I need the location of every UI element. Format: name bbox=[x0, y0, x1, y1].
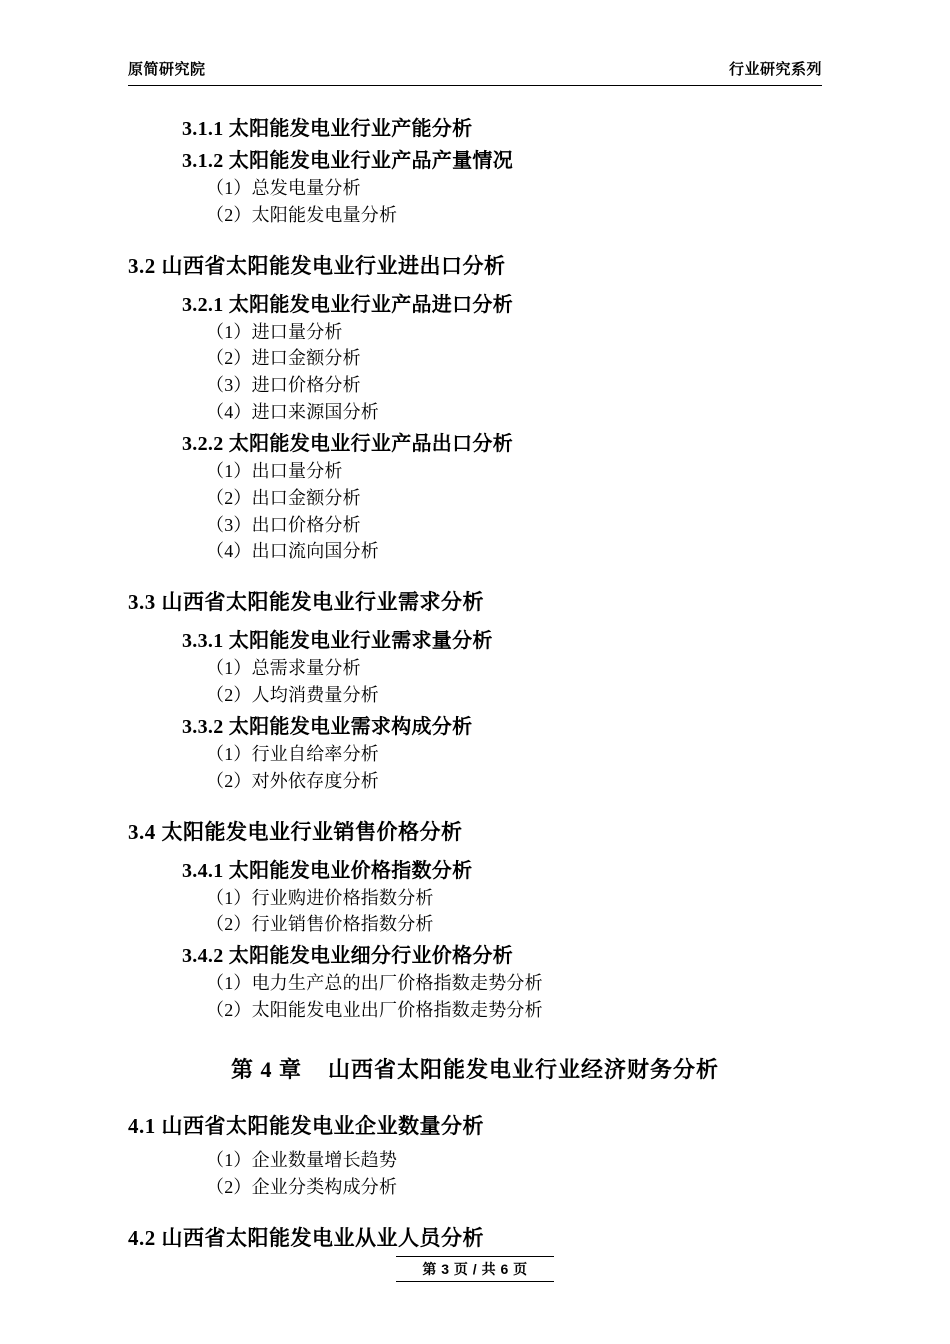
chapter-heading bbox=[128, 1053, 822, 1084]
toc-entry-level4[interactable]: （1）总发电量分析 bbox=[206, 178, 361, 198]
toc-entry-level3[interactable]: 3.2.1 太阳能发电业行业产品进口分析 bbox=[182, 293, 513, 316]
toc-entry-level4[interactable]: （3）进口价格分析 bbox=[206, 375, 361, 396]
toc-entry-level3[interactable]: 3.3.1 太阳能发电业行业需求量分析 bbox=[182, 630, 493, 653]
toc-entry-level3[interactable]: 3.2.2 太阳能发电业行业产品出口分析 bbox=[182, 432, 513, 455]
toc-entry-level4[interactable]: （2）行业销售价格指数分析 bbox=[206, 914, 434, 935]
page-header bbox=[128, 58, 822, 86]
toc-entry-level4[interactable]: （1）行业自给率分析 bbox=[206, 743, 379, 764]
toc-entry-level4[interactable]: （2）太阳能发电量分析 bbox=[206, 204, 398, 225]
toc-entry-level3[interactable]: 3.4.2 太阳能发电业细分行业价格分析 bbox=[182, 945, 513, 968]
toc-entry-level4[interactable]: （1）出口量分析 bbox=[206, 460, 343, 481]
toc-entry-level4[interactable]: （1）行业购进价格指数分析 bbox=[206, 887, 434, 908]
toc-entry-level2[interactable]: 4.1 山西省太阳能发电业企业数量分析 bbox=[128, 1113, 484, 1138]
header-left-text: 原简研究院 bbox=[128, 62, 206, 78]
toc-entry-level4[interactable]: （2）出口金额分析 bbox=[206, 487, 361, 508]
page-content bbox=[128, 58, 822, 1260]
page-footer bbox=[0, 1256, 950, 1282]
chapter-title-text: 山西省太阳能发电业行业经济财务分析 bbox=[328, 1056, 720, 1082]
toc-entry-level4[interactable]: （2）人均消费量分析 bbox=[206, 685, 379, 706]
toc-entry-level4[interactable]: （4）出口流向国分析 bbox=[206, 541, 379, 562]
toc-entry-level4[interactable]: （1）电力生产总的出厂价格指数走势分析 bbox=[206, 973, 543, 994]
toc-entry-level3[interactable]: 3.4.1 太阳能发电业价格指数分析 bbox=[182, 859, 473, 882]
header-right-text: 行业研究系列 bbox=[728, 62, 822, 78]
toc-entry-level2[interactable]: 3.2 山西省太阳能发电业行业进出口分析 bbox=[128, 253, 506, 278]
toc-entry-level4[interactable]: （3）出口价格分析 bbox=[206, 514, 361, 535]
toc-entry-level2[interactable]: 3.3 山西省太阳能发电业行业需求分析 bbox=[128, 590, 484, 615]
toc-entry-level4[interactable]: （2）进口金额分析 bbox=[206, 348, 361, 369]
toc-entry-level4[interactable]: （2）企业分类构成分析 bbox=[206, 1176, 398, 1197]
toc-entry-level2[interactable]: 4.2 山西省太阳能发电业从业人员分析 bbox=[128, 1225, 484, 1250]
toc-entry-level3[interactable]: 3.1.2 太阳能发电业行业产品产量情况 bbox=[182, 150, 513, 172]
toc-entry-level4[interactable]: （2）对外依存度分析 bbox=[206, 770, 379, 791]
toc-entry-level3[interactable]: 3.3.2 太阳能发电业需求构成分析 bbox=[182, 715, 473, 738]
toc-entry-level4[interactable]: （1）企业数量增长趋势 bbox=[206, 1149, 398, 1170]
toc-entry-level4[interactable]: （4）进口来源国分析 bbox=[206, 402, 379, 423]
toc-entry-level4[interactable]: （2）太阳能发电业出厂价格指数走势分析 bbox=[206, 1000, 543, 1021]
chapter-number: 第 4 章 bbox=[230, 1056, 302, 1082]
page-number-label: 第 3 页 / 共 6 页 bbox=[396, 1256, 553, 1282]
toc-entry-level2[interactable]: 3.4 太阳能发电业行业销售价格分析 bbox=[128, 819, 463, 844]
table-of-contents bbox=[128, 112, 822, 1252]
toc-entry-level4[interactable]: （1）进口量分析 bbox=[206, 321, 343, 342]
toc-entry-level3[interactable]: 3.1.1 太阳能发电业行业产能分析 bbox=[182, 118, 473, 140]
toc-entry-level4[interactable]: （1）总需求量分析 bbox=[206, 658, 361, 679]
